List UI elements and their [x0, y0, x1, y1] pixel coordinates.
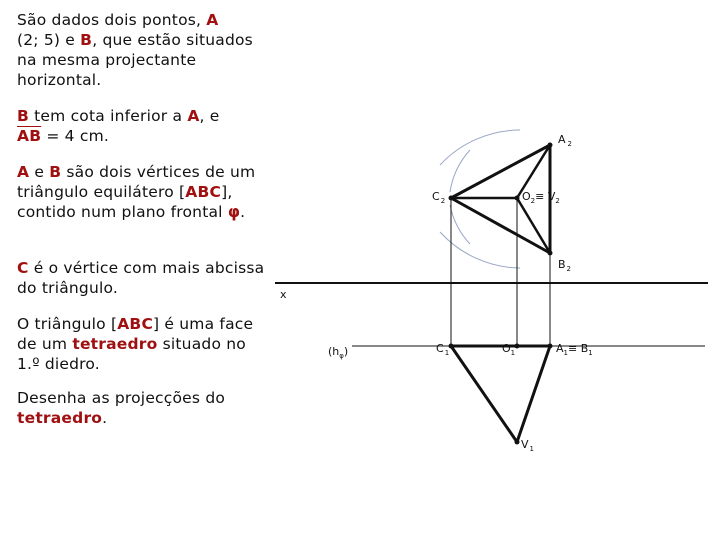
statement-text: ], contido num plano frontal: [17, 183, 233, 221]
point-b-label: B: [49, 163, 62, 181]
statement-text: = 4 cm.: [41, 127, 109, 145]
point-a-label: A: [206, 11, 219, 29]
vertex-o2-v2: [515, 196, 520, 201]
statement-text: ] é uma face de um: [17, 315, 254, 353]
construction-arc: [450, 150, 470, 192]
point-a-label: A: [17, 163, 30, 181]
statement-text: .: [102, 409, 108, 427]
vertex-b2: [548, 251, 553, 256]
label-a2: A $_2$: [558, 133, 572, 148]
vertex-o1: [515, 344, 520, 349]
tetrahedron-label: tetraedro: [17, 409, 103, 427]
label-b2: $B_2$: [558, 258, 572, 273]
point-b-label: B: [80, 31, 93, 49]
vertex-c1: [449, 344, 454, 349]
statement-text: tem cota inferior a: [29, 107, 188, 125]
label-c2: $C_2$: [432, 190, 446, 205]
statement-text: são dois vértices de um triângulo equilátero [: [17, 163, 256, 201]
statement-text: e: [29, 163, 50, 181]
statement-text: São dados dois pontos,: [17, 11, 207, 29]
label-o2-v2: $O_2\equiv V_2$: [522, 190, 560, 205]
statement-text: , e: [199, 107, 220, 125]
label-h-phi: $(h_\varphi)$: [328, 345, 349, 360]
statement-text: (2; 5) e: [17, 31, 81, 49]
label-x-axis: x: [280, 288, 287, 301]
vertex-a2: [548, 143, 553, 148]
triangle-abc-label: ABC: [117, 315, 154, 333]
statement-text: situado no 1.º diedro.: [17, 335, 246, 373]
triangle-horizontal-projection: [451, 346, 550, 442]
statement-text: é o vértice com mais abcissa do triângulo.: [17, 259, 265, 297]
statement-text: , que estão situados na mesma projectante horizontal.: [17, 31, 253, 89]
label-v1: $V_1$: [521, 438, 534, 453]
statement-text: .: [240, 203, 246, 221]
label-a1-b1: $A_1\equiv B_1$: [556, 342, 593, 357]
statement-text: O triângulo [: [17, 315, 118, 333]
construction-arc: [440, 232, 520, 268]
construction-arc: [450, 205, 470, 244]
point-c-label: C: [17, 259, 29, 277]
vertex-v1: [515, 440, 520, 445]
statement-text: Desenha as projecções do: [17, 389, 226, 407]
point-b-label: B: [17, 107, 30, 125]
segment-ab-label: $\overline{AB}$: [17, 127, 42, 145]
vertex-c2: [449, 196, 454, 201]
point-a-label: A: [187, 107, 200, 125]
tetrahedron-label: tetraedro: [72, 335, 158, 353]
label-o1: $O_1$: [502, 342, 516, 357]
plane-phi-label: φ: [227, 203, 241, 221]
triangle-abc-label: ABC: [185, 183, 222, 201]
label-c1: $C_1$: [436, 342, 450, 357]
construction-arc: [440, 130, 520, 165]
vertex-a1-b1: [548, 344, 553, 349]
